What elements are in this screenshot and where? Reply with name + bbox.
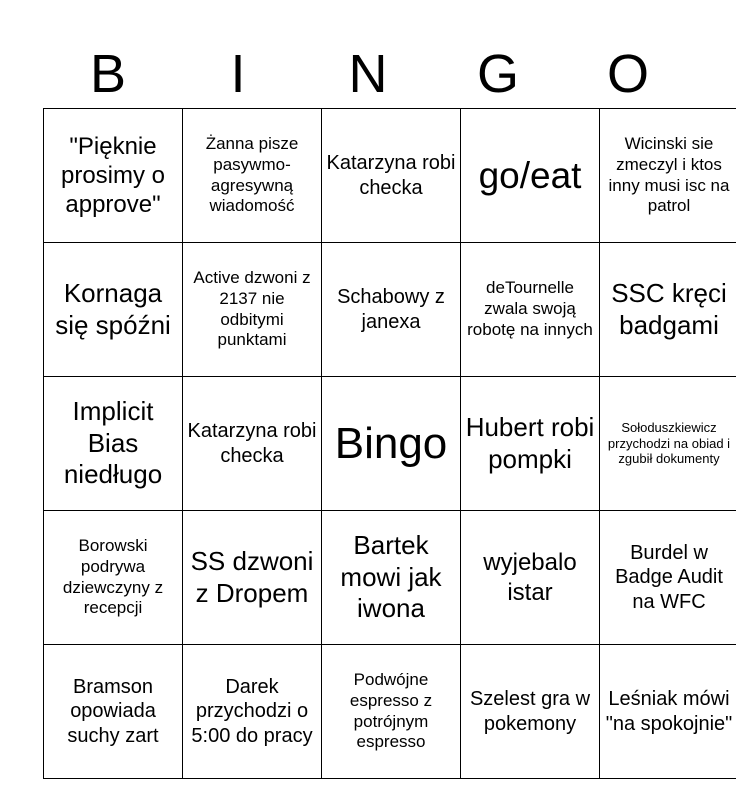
bingo-cell[interactable]: Żanna pisze pasywmo-agresywną wiadomość [183, 109, 322, 243]
bingo-cell[interactable]: wyjebalo istar [461, 511, 600, 645]
bingo-cell[interactable]: SSC kręci badgami [600, 243, 736, 377]
bingo-row-3 [44, 377, 736, 511]
bingo-cell[interactable]: "Pięknie prosimy o approve" [44, 109, 183, 243]
bingo-cell[interactable]: Borowski podrywa dziewczyny z recepcji [44, 511, 183, 645]
bingo-cell[interactable]: Podwójne espresso z potrójnym espresso [322, 645, 461, 779]
bingo-cell[interactable]: Wicinski sie zmeczyl i ktos inny musi isc na patrol [600, 109, 736, 243]
bingo-cell[interactable]: Bartek mowi jak iwona [322, 511, 461, 645]
bingo-cell[interactable]: Szelest gra w pokemony [461, 645, 600, 779]
bingo-cell[interactable]: deTournelle zwala swoją robotę na innych [461, 243, 600, 377]
bingo-cell[interactable]: SS dzwoni z Dropem [183, 511, 322, 645]
header-letter-g: G [476, 44, 519, 104]
bingo-row-4 [44, 511, 736, 645]
bingo-cell[interactable]: Katarzyna robi checka [322, 109, 461, 243]
bingo-cell[interactable]: go/eat [461, 109, 600, 243]
bingo-cell[interactable]: Schabowy z janexa [322, 243, 461, 377]
header-letter-i: I [230, 44, 246, 104]
free-space-cell[interactable]: Bingo [322, 377, 461, 511]
bingo-cell[interactable]: Leśniak mówi "na spokojnie" [600, 645, 736, 779]
bingo-cell[interactable]: Hubert robi pompki [461, 377, 600, 511]
bingo-cell[interactable]: Bramson opowiada suchy zart [44, 645, 183, 779]
bingo-cell[interactable]: Katarzyna robi checka [183, 377, 322, 511]
bingo-grid [43, 108, 736, 779]
bingo-cell[interactable]: Burdel w Badge Audit na WFC [600, 511, 736, 645]
bingo-cell[interactable]: Active dzwoni z 2137 nie odbitymi punktami [183, 243, 322, 377]
bingo-cell[interactable]: Implicit Bias niedługo [44, 377, 183, 511]
bingo-row-5 [44, 645, 736, 779]
header-letter-n: N [348, 44, 388, 104]
bingo-cell[interactable]: Darek przychodzi o 5:00 do pracy [183, 645, 322, 779]
bingo-row-1 [44, 109, 736, 243]
bingo-cell[interactable]: Sołoduszkiewicz przychodzi na obiad i zgubił dokumenty [600, 377, 736, 511]
header-letter-o: O [606, 44, 649, 104]
header-letter-b: B [89, 44, 127, 104]
bingo-row-2 [44, 243, 736, 377]
bingo-header [43, 40, 693, 108]
bingo-cell[interactable]: Kornaga się spóźni [44, 243, 183, 377]
